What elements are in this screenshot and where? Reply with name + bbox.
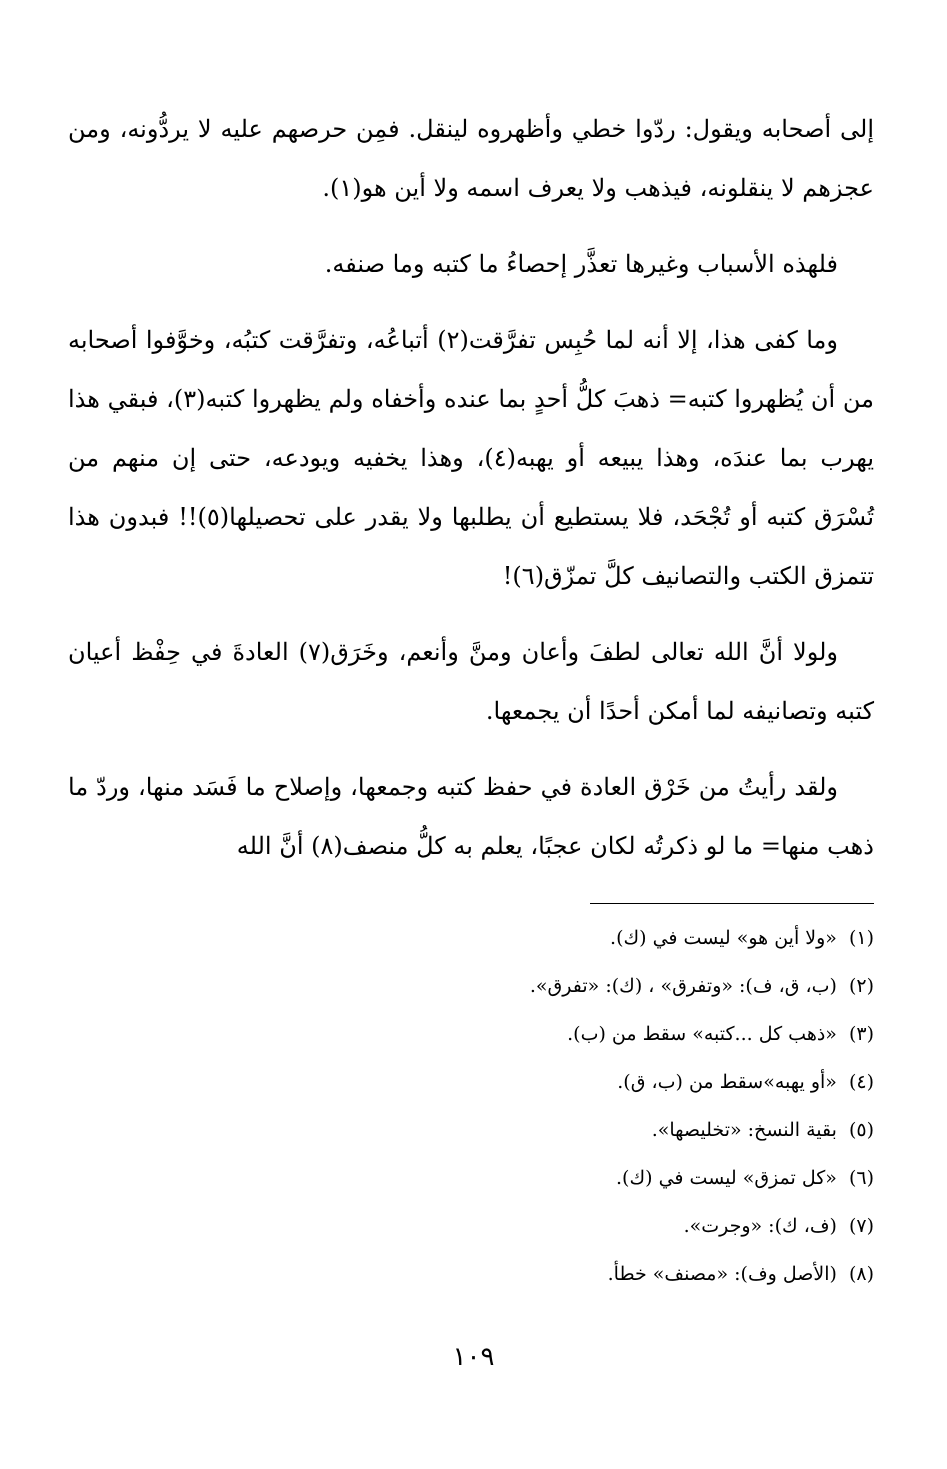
- footnote-number: (٧): [848, 1215, 874, 1237]
- footnote-divider: [590, 903, 874, 904]
- footnote-text: «ولا أين هو» ليست في (ك).: [610, 927, 837, 949]
- footnote-number: (٣): [848, 1023, 874, 1045]
- footnote-text: بقية النسخ: «تخليصها».: [651, 1119, 837, 1141]
- footnote: [68, 1154, 874, 1202]
- footnote: [68, 962, 874, 1010]
- paragraph: ولولا أنَّ الله تعالى لطفَ وأعان ومنَّ وأنعم، وخَرَق(٧) العادةَ في حِفْظ أعيان كتبه وتصانيفه لما أمكن أحدًا أن يجمعها.: [68, 638, 874, 725]
- footnote: [68, 914, 874, 962]
- footnote: [68, 1106, 874, 1154]
- footnote: [68, 1010, 874, 1058]
- paragraph: فلهذه الأسباب وغيرها تعذَّر إحصاءُ ما كتبه وما صنفه.: [324, 250, 838, 278]
- footnote: [68, 1250, 874, 1298]
- footnote-text: (الأصل وف): «مصنف» خطأ.: [607, 1263, 837, 1285]
- paragraph: وما كفى هذا، إلا أنه لما حُبِس تفرَّقت(٢) أتباعُه، وتفرَّقت كتبُه، وخوَّفوا أصحابه من أن يُظهروا كتبه= ذهبَ كلُّ أحدٍ بما عنده وأخفاه ولم يظهروا كتبه(٣)، فبقي هذا يهرب بما عندَه، وهذا يبيعه أو يهبه(٤)، وهذا يخفيه ويودعه، حتى إن منهم من تُسْرَق كتبه أو تُجْحَد، فلا يستطيع أن يطلبها ولا يقدر على تحصيلها(٥)!! فبدون هذا تتمزق الكتب والتصانيف كلَّ تمزّق(٦)!: [68, 326, 874, 590]
- footnote-text: «أو يهبه»سقط من (ب، ق).: [617, 1071, 837, 1093]
- footnote-text: «ذهب كل ...كتبه» سقط من (ب).: [567, 1023, 837, 1045]
- main-text: [68, 100, 874, 893]
- paragraph: إلى أصحابه ويقول: ردّوا خطي وأظهروه لينقل. فمِن حرصهم عليه لا يردُّونه، ومن عجزهم لا ينقلونه، فيذهب ولا يعرف اسمه ولا أين هو(١).: [68, 115, 874, 202]
- footnotes-list: [68, 914, 874, 1298]
- footnote-number: (٨): [848, 1263, 874, 1285]
- footnote: [68, 1058, 874, 1106]
- footnote-text: (ب، ق، ف): «وتفرق» ، (ك): «تفرق».: [529, 975, 837, 997]
- footnote-number: (٥): [848, 1119, 874, 1141]
- paragraph: ولقد رأيتُ من خَرْق العادة في حفظ كتبه وجمعها، وإصلاح ما فَسَد منها، وردّ ما ذهب منها= ما لو ذكرتُه لكان عجبًا، يعلم به كلُّ منصف(٨) أنَّ الله: [68, 773, 874, 860]
- footnote-number: (١): [848, 927, 874, 949]
- footnote-number: (٦): [848, 1167, 874, 1189]
- footnote-number: (٤): [848, 1071, 874, 1093]
- page-number: ١٠٩: [452, 1342, 495, 1372]
- footnote-number: (٢): [848, 975, 874, 997]
- footnote-text: «كل تمزق» ليست في (ك).: [616, 1167, 837, 1189]
- footnote: [68, 1202, 874, 1250]
- footnote-text: (ف، ك): «وجرت».: [683, 1215, 837, 1237]
